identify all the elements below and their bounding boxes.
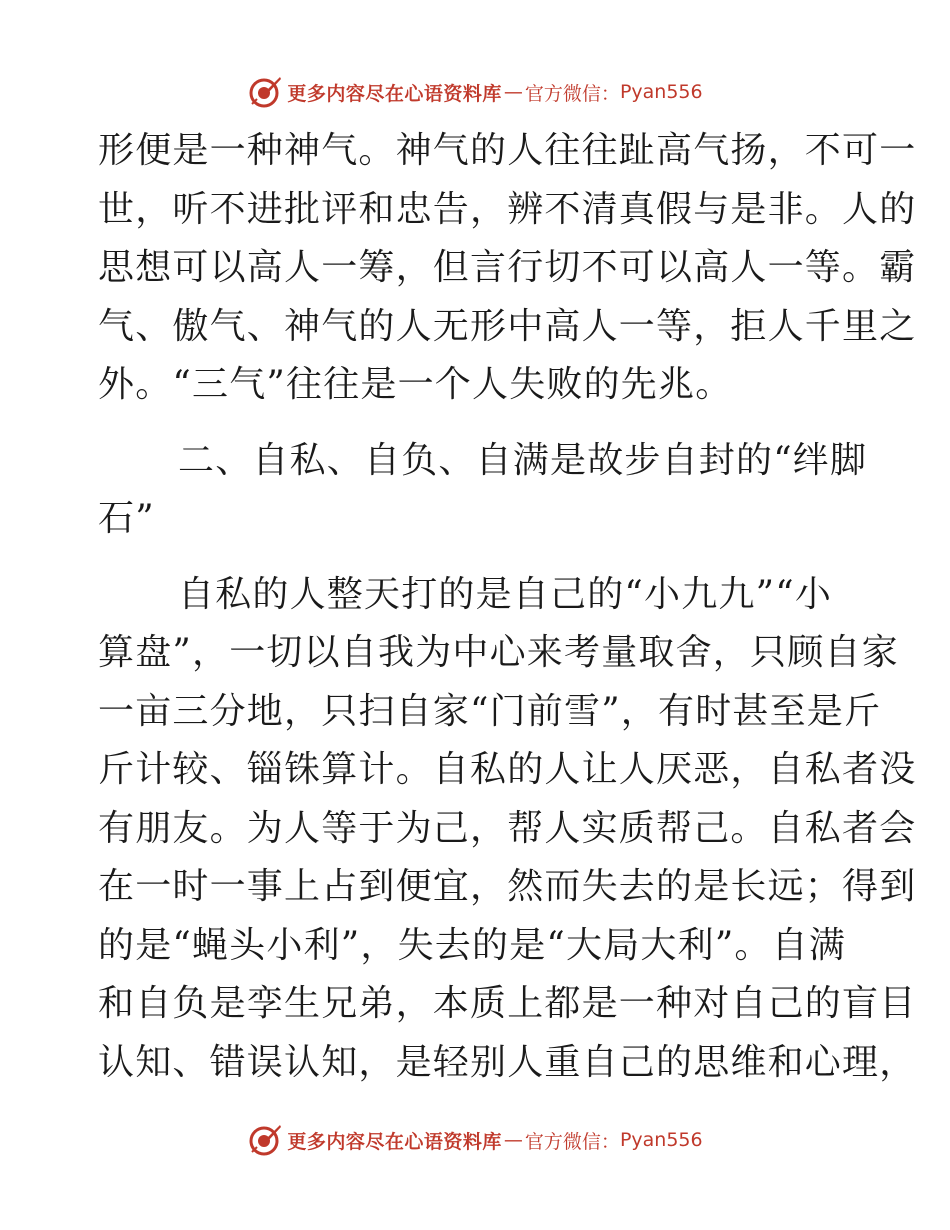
heading-line: 石” <box>98 498 155 539</box>
text-line: 自私的人整天打的是自己的“小九九”“小 <box>178 573 833 615</box>
text-line: 的是“蝇头小利”，失去的是“大局大利”。自满 <box>98 924 847 966</box>
banner-main-text: 更多内容尽在心语资料库 <box>287 1130 502 1153</box>
document-body <box>98 122 917 1092</box>
text-line: 算盘”，一切以自我为中心来考量取舍，只顾自家 <box>98 632 899 673</box>
text-line: 形便是一种神气。神气的人往往趾高气扬，不可一 <box>98 130 917 171</box>
text-line: 认知、错误认知，是轻别人重自己的思维和心理， <box>98 1041 917 1083</box>
banner-dash: — <box>503 1129 523 1151</box>
banner-account: Pyan556 <box>619 81 703 103</box>
heading-line: 二、自私、自负、自满是故步自封的“绊脚 <box>178 439 868 481</box>
quill-logo-icon <box>247 74 283 110</box>
paragraph-2 <box>98 566 917 1093</box>
text-line: 外。“三气”往往是一个人失败的先兆。 <box>98 364 733 405</box>
text-line: 思想可以高人一筹，但言行切不可以高人一等。霸 <box>98 247 917 288</box>
text-line: 斤计较、锱铢算计。自私的人让人厌恶，自私者没 <box>98 749 917 790</box>
banner-label: 官方微信： <box>524 82 620 105</box>
text-line: 在一时一事上占到便宜，然而失去的是长远；得到 <box>98 866 917 907</box>
text-line: 和自负是孪生兄弟，本质上都是一种对自己的盲目 <box>98 983 917 1024</box>
text-line: 世，听不进批评和忠告，辨不清真假与是非。人的 <box>98 188 917 230</box>
header-banner <box>0 72 950 112</box>
banner-label: 官方微信： <box>524 1130 620 1153</box>
paragraph-1 <box>98 122 917 415</box>
text-line: 气、傲气、神气的人无形中高人一等，拒人千里之 <box>98 305 917 347</box>
text-line: 一亩三分地，只扫自家“门前雪”，有时甚至是斤 <box>98 690 882 732</box>
footer-banner <box>0 1120 950 1160</box>
banner-dash: — <box>503 81 523 103</box>
banner-main-text: 更多内容尽在心语资料库 <box>287 82 502 105</box>
banner-account: Pyan556 <box>619 1129 703 1151</box>
section-heading <box>98 432 868 549</box>
quill-logo-icon <box>247 1122 283 1158</box>
text-line: 有朋友。为人等于为己，帮人实质帮己。自私者会 <box>98 807 917 849</box>
